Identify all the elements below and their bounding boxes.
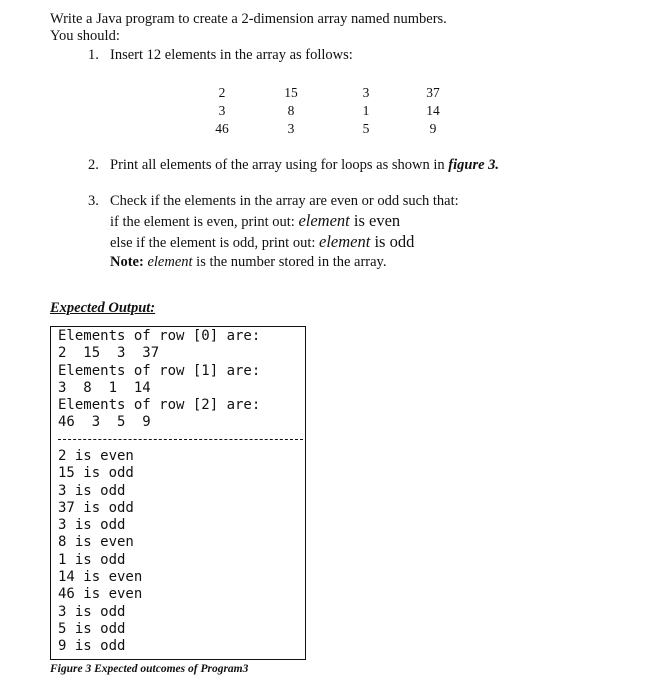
matrix-cell: 9 — [429, 121, 437, 136]
matrix-cell: 1 — [362, 103, 370, 118]
step-3-note — [110, 254, 387, 271]
parity-block — [58, 448, 142, 656]
parity-line: 5 is odd — [58, 620, 126, 637]
even-suffix: is even — [349, 211, 401, 230]
parity-line: 3 is odd — [58, 517, 126, 534]
parity-line: 1 is odd — [58, 551, 126, 568]
output-line: 46 3 5 9 — [58, 414, 151, 431]
output-line: Elements of row [1] are: — [58, 362, 261, 379]
matrix-cell: 3 — [218, 103, 226, 118]
matrix-cell: 3 — [362, 85, 370, 100]
step-2-line — [110, 157, 499, 174]
step-3-odd-rule — [110, 233, 414, 252]
output-line: Elements of row [2] are: — [58, 397, 261, 414]
matrix-cell: 14 — [426, 103, 440, 118]
matrix-cell: 8 — [287, 103, 295, 118]
parity-line: 8 is even — [58, 534, 134, 551]
note-label: Note: — [110, 254, 144, 270]
matrix-cell: 15 — [284, 85, 298, 100]
odd-var: element — [319, 232, 371, 251]
step-1-marker: 1. — [88, 47, 99, 63]
parity-line: 9 is odd — [58, 638, 126, 655]
step-3-even-rule — [110, 212, 400, 231]
expected-output-heading: Expected Output: — [50, 300, 156, 316]
step-3-marker: 3. — [88, 193, 99, 209]
parity-line: 37 is odd — [58, 499, 134, 516]
step-2-text: Print all elements of the array using for loops as shown in — [110, 157, 449, 173]
output-line: 3 8 1 14 — [58, 379, 151, 396]
parity-line: 2 is even — [58, 448, 134, 464]
matrix-cell: 5 — [362, 121, 370, 136]
matrix-cell: 3 — [287, 121, 295, 136]
matrix-cell: 37 — [426, 85, 440, 100]
intro-line-1: Write a Java program to create a 2-dimension array named numbers. — [50, 11, 447, 27]
parity-line: 14 is even — [58, 569, 143, 586]
even-var: element — [298, 211, 350, 230]
rows-block — [58, 328, 260, 432]
parity-line: 15 is odd — [58, 465, 134, 482]
intro-line-2: You should: — [50, 28, 120, 44]
matrix-cell: 46 — [215, 121, 229, 136]
note-var: element — [147, 254, 193, 270]
note-rest: is the number stored in the array. — [192, 254, 387, 270]
odd-prefix: else if the element is odd, print out: — [110, 235, 319, 251]
step-2-marker: 2. — [88, 157, 99, 173]
parity-line: 46 is even — [58, 586, 143, 603]
matrix-cell: 2 — [218, 85, 226, 100]
dashed-separator — [58, 439, 303, 440]
parity-line: 3 is odd — [58, 603, 126, 620]
step-1-text: Insert 12 elements in the array as follows: — [110, 47, 353, 63]
figure-caption: Figure 3 Expected outcomes of Program3 — [50, 663, 249, 675]
console-output-box — [50, 326, 306, 660]
odd-suffix: is odd — [370, 232, 415, 251]
parity-line: 3 is odd — [58, 482, 126, 499]
figure-ref: figure 3. — [448, 157, 500, 173]
output-line: 2 15 3 37 — [58, 345, 160, 362]
output-line: Elements of row [0] are: — [58, 328, 261, 344]
step-3-text: Check if the elements in the array are even or odd such that: — [110, 193, 459, 209]
even-prefix: if the element is even, print out: — [110, 214, 299, 230]
